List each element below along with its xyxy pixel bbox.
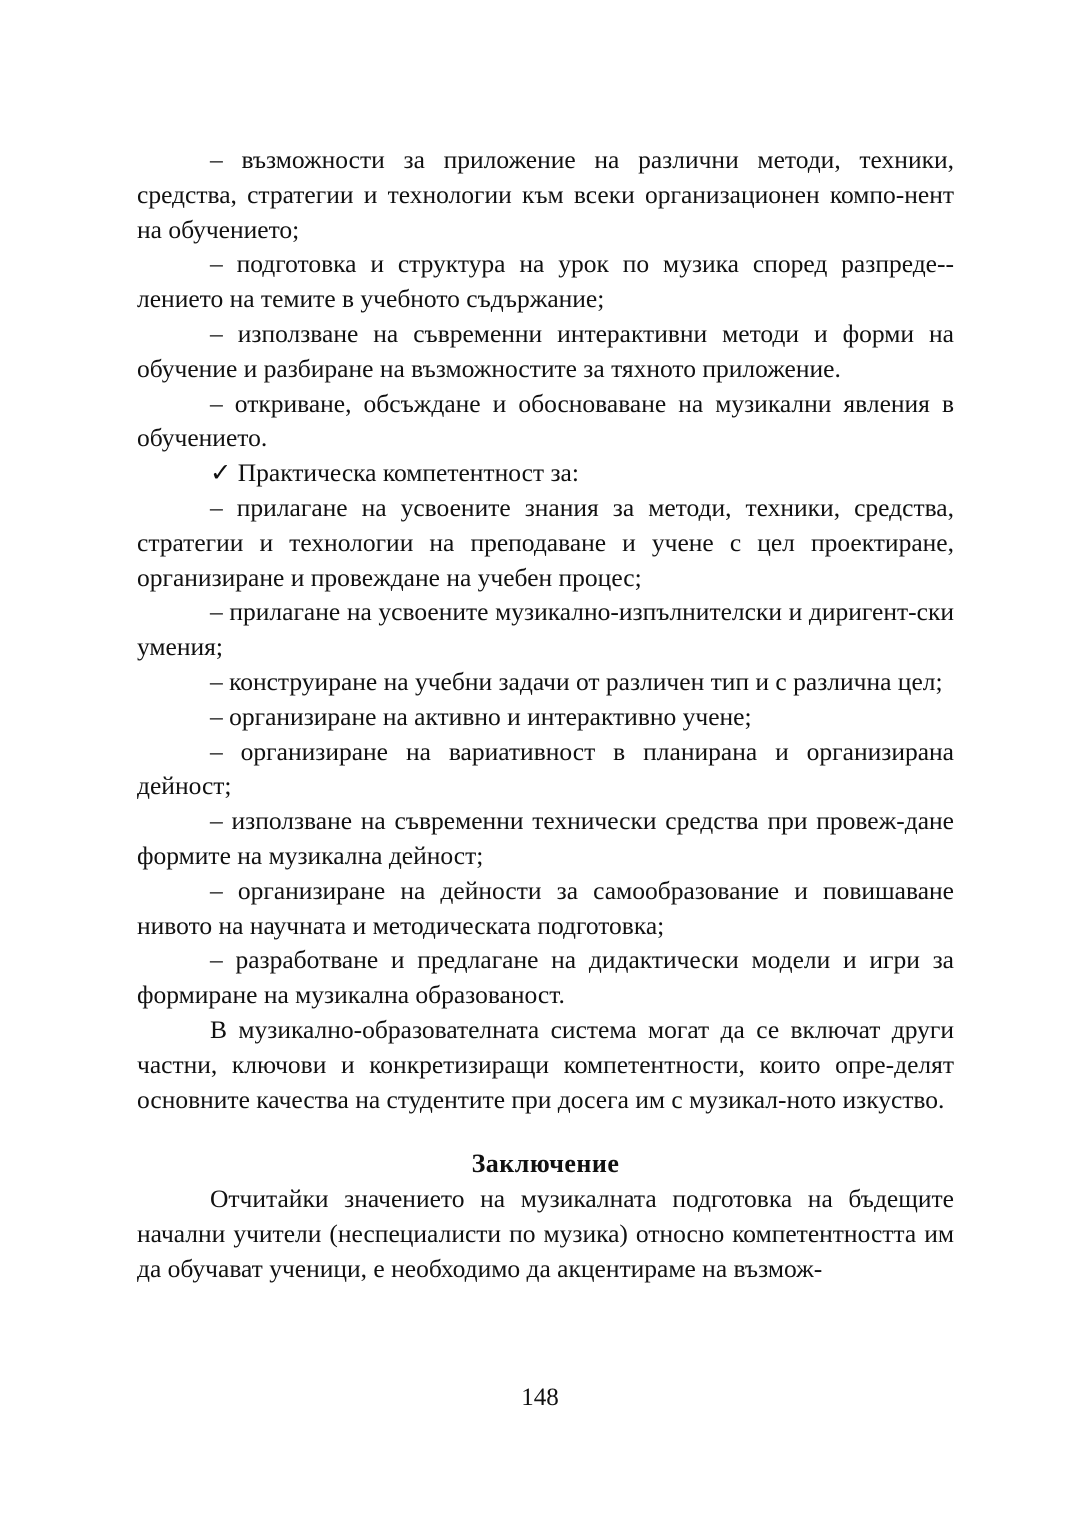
paragraph: – прилагане на усвоените знания за методи, техники, средства, стратегии и технологии на преподаване и учене с цел проектиране, организиране и провеждане на учебен процес; (137, 492, 954, 592)
practical-competence-heading: ✓ Практическа компетентност за: (210, 458, 579, 488)
paragraph: – организиране на вариативност в планирана и организирана дейност; (137, 736, 954, 801)
paragraph: – използване на съвременни технически средства при провеж-дане формите на музикална дейност; (137, 806, 954, 870)
conclusion-heading: Заключение (471, 1149, 620, 1179)
paragraph: – прилагане на усвоените музикално-изпълнителски и диригент-ски умения; (137, 597, 954, 662)
paragraph: – организиране на активно и интерактивно учене; (210, 701, 752, 731)
paragraph: – възможности за приложение на различни методи, техники, средства, стратегии и технологии към всеки организационен компо-нент на обучението; (137, 145, 954, 244)
paragraph: – използване на съвременни интерактивни методи и форми на обучение и разбиране на възможностите за тяхното приложение. (137, 318, 954, 383)
page-number: 148 (521, 1384, 559, 1411)
paragraph: – разработване и предлагане на дидактически модели и игри за формиране на музикална образованост. (137, 945, 954, 1010)
page-body (137, 143, 954, 1287)
paragraph: – подготовка и структура на урок по музика според разпреде-лението на темите в учебното съдържание; (137, 249, 954, 314)
paragraph: – откриване, обсъждане и обосноваване на музикални явления в обучението. (137, 388, 954, 453)
paragraph: В музикално-образователната система могат да се включат други частни, ключови и конкретизиращи компетентности, които опре-делят основните качества на студентите при досега им с музикал-ното изкуство. (137, 1014, 954, 1114)
paragraph: – конструиране на учебни задачи от различен тип и с различна цел; (210, 666, 943, 696)
conclusion-paragraph: Отчитайки значението на музикалната подготовка на бъдещите начални учители (неспециалисти по музика) относно компетентността им да обучават ученици, е необходимо да акцентираме на възмож- (137, 1184, 954, 1283)
paragraph: – организиране на дейности за самообразование и повишаване нивото на научната и методическата подготовка; (137, 875, 954, 940)
